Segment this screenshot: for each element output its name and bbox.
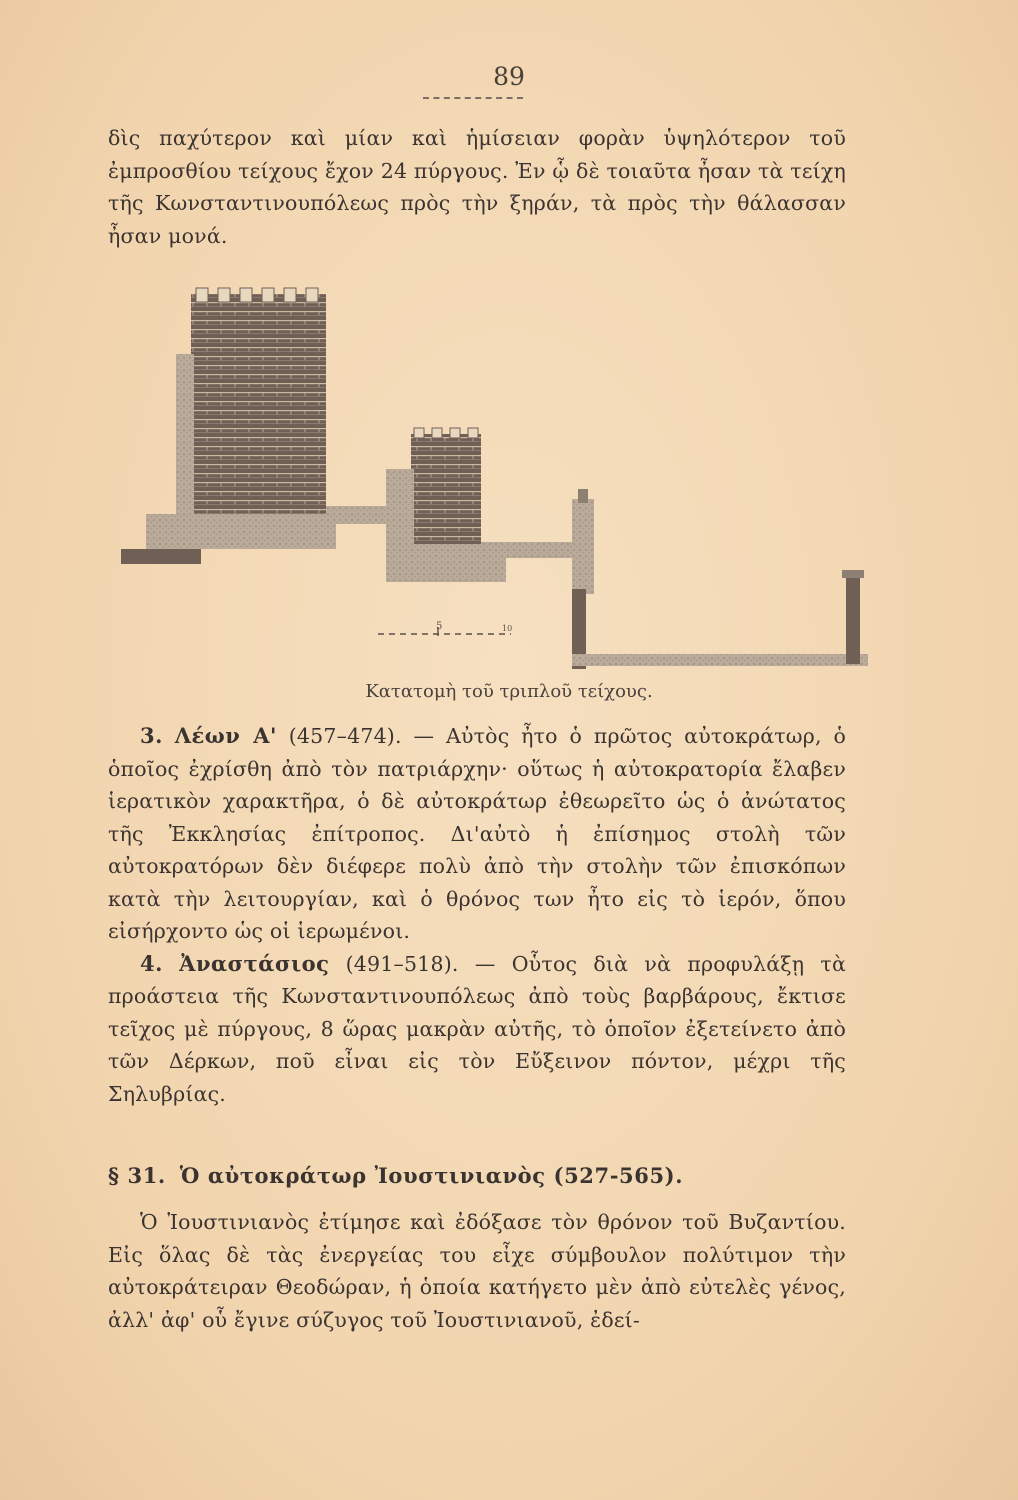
scale-label-10: 10 bbox=[502, 624, 513, 633]
outer-wall-tower bbox=[386, 428, 506, 582]
entry-anastasius bbox=[108, 948, 846, 1111]
intro-text: δὶς παχύτερον καὶ μίαν καὶ ἡμίσειαν φορὰν ὑψηλότερον τοῦ ἐμπροσθίου τείχους ἔχον 24 πύργους. Ἐν ᾧ δὲ τοιαῦτα ἦσαν τὰ τείχη τῆς Κωνσταντινουπόλεως πρὸς τὴν ξηράν, τὰ πρὸς τὴν θάλασσαν ἦσαν μονά. bbox=[108, 126, 846, 248]
entry-number: 4. bbox=[140, 950, 163, 976]
entry-number: 3. bbox=[140, 723, 163, 748]
figure-caption: Κατατομὴ τοῦ τριπλοῦ τείχους. bbox=[365, 681, 653, 702]
page-number: 89 bbox=[493, 62, 525, 91]
intro-paragraph bbox=[108, 122, 846, 252]
inner-wall-tower bbox=[121, 288, 336, 564]
entry-text: (491–518). — Οὗτος διὰ νὰ προφυλάξῃ τὰ προάστεια τῆς Κωνσταντινουπόλεως ἀπὸ τοὺς βαρβάρους, ἔκτισε τεῖχος μὲ πύργους, 8 ὥρας μακρὰν αὐτῆς, τὸ ὁποῖον ἐξετείνετο ἀπὸ τῶν Δέρκων, ποῦ εἶναι εἰς τὸν Εὔξεινον πόντον, μέχρι τῆς Σηλυβρίας. bbox=[108, 951, 847, 1106]
section-mark: § 31. bbox=[108, 1163, 166, 1188]
justinian-text: Ὁ Ἰουστινιανὸς ἐτίμησε καὶ ἐδόξασε τὸν θρόνον τοῦ Βυζαντίου. Εἰς ὅλας δὲ τὰς ἐνεργείας του εἶχε σύμβουλον πολύτιμον τὴν αὐτοκράτειραν Θεοδώραν, ἡ ὁποία κατήγετο μὲν ἀπὸ εὐτελὲς γένος, ἀλλ' ἀφ' οὗ ἔγινε σύζυγος τοῦ Ἰουστινιανοῦ, ἐδεί- bbox=[108, 1210, 846, 1332]
entry-title: Ἀναστάσιος bbox=[179, 950, 330, 976]
wall-cross-section-figure bbox=[116, 284, 872, 674]
section-title: Ὁ αὐτοκράτωρ Ἰουστινιανὸς (527-565). bbox=[179, 1163, 684, 1188]
entry-text: (457–474). — Αὐτὸς ἦτο ὁ πρῶτος αὐτοκράτωρ, ὁ ὁποῖος ἐχρίσθη ἀπὸ τὸν πατριάρχην· οὕτως ἡ αὐτοκρατορία ἔλαβεν ἱερατικὸν χαρακτῆρα, ὁ δὲ αὐτοκράτωρ ἐθεωρεῖτο ὡς ὁ ἀνώτατος τῆς Ἐκκλησίας ἐπίτροπος. Δι'αὐτὸ ἡ ἐπίσημος στολὴ τῶν αὐτοκρατόρων δὲν διέφερε πολὺ ἀπὸ τὴν στολὴν τῶν ἐπισκόπων κατὰ τὴν λειτουργίαν, καὶ ὁ θρόνος των ἦτο εἰς τὸ ἱερόν, ὅπου εἰσήρχοντο ὡς οἱ ἱερωμένοι. bbox=[108, 724, 846, 943]
header-rule bbox=[423, 97, 523, 99]
breastwork-wall bbox=[572, 489, 594, 594]
entry-title: Λέων Α' bbox=[174, 723, 277, 748]
scale-bar bbox=[378, 627, 511, 636]
outer-terrace bbox=[481, 542, 576, 558]
justinian-paragraph bbox=[108, 1206, 846, 1336]
entries-block bbox=[108, 720, 846, 1110]
scale-label-5: 5 bbox=[436, 621, 443, 632]
section-heading bbox=[108, 1160, 848, 1192]
moat bbox=[572, 570, 868, 669]
entry-leo bbox=[108, 720, 846, 948]
